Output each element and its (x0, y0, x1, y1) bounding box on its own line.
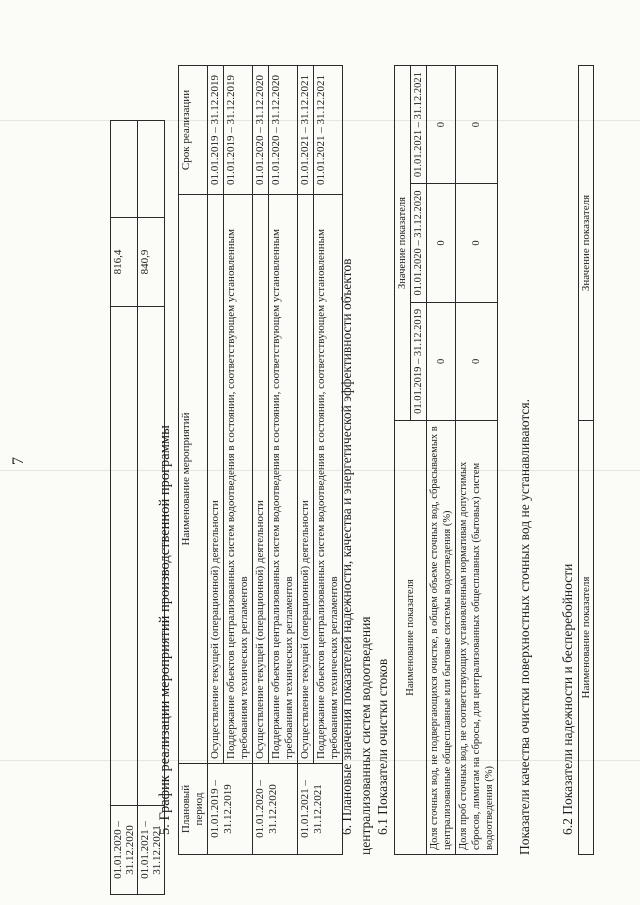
group-period: 01.01.2021 – 31.12.2021 (298, 764, 343, 855)
schedule-table (178, 65, 343, 855)
section6-heading-line1: 6. Плановые значения показателей надежности, качества и энергетической эффективности объектов (339, 258, 354, 835)
table-cell (111, 121, 138, 218)
header-period: 01.01.2020 – 31.12.2020 (411, 184, 427, 302)
task-name: Осуществление текущей (операционной) деятельности (253, 195, 269, 764)
task-term: 01.01.2020 – 31.12.2020 (253, 66, 269, 195)
indicators-table (394, 65, 498, 855)
table-row (427, 66, 456, 855)
indicator-value: 0 (456, 302, 498, 420)
table-row (456, 66, 498, 855)
task-name: Поддержание объектов централизованных систем водоотведения в состоянии, соответствующем установленным требованиям технических регламентов (224, 195, 253, 764)
header-period: 01.01.2021 – 31.12.2021 (411, 66, 427, 184)
header-term: Срок реализации (179, 66, 208, 195)
indicator-value: 0 (427, 302, 456, 420)
table-cell: 840,9 (138, 218, 165, 307)
indicator-value: 0 (427, 66, 456, 184)
table-cell: 816,4 (111, 218, 138, 307)
header-indicator-name: Наименование показателя (579, 421, 594, 855)
task-name: Поддержание объектов централизованных систем водоотведения в состоянии, соответствующем установленным требованиям технических регламентов (314, 195, 343, 764)
header-indicator-value: Значение показателя (579, 66, 594, 421)
page-number: 7 (10, 457, 27, 465)
indicator-name: Доля сточных вод, не подвергающихся очистке, в общем объеме сточных вод, сбрасываемых в централизованные общесплавные или бытовые системы водоотведения (%) (427, 421, 456, 855)
note-text: Показатели качества очистки поверхностных сточных вод не устанавливаются. (517, 399, 532, 855)
header-indicator-value: Значение показателя (395, 66, 411, 421)
task-name: Осуществление текущей (операционной) деятельности (298, 195, 314, 764)
indicator-value: 0 (456, 66, 498, 184)
table-row (208, 66, 224, 855)
table-row (253, 66, 269, 855)
reliability-table (578, 65, 594, 855)
group-period: 01.01.2019 – 31.12.2019 (208, 764, 253, 855)
task-term: 01.01.2021 – 31.12.2021 (298, 66, 314, 195)
header-period: 01.01.2019 – 31.12.2019 (411, 302, 427, 420)
section5-title: 5. График реализации мероприятий производственной программы (157, 425, 173, 835)
table-cell (111, 307, 138, 806)
section62-title: 6.2 Показатели надежности и бесперебойности (560, 563, 575, 835)
section6-heading-line2: централизованных систем водоотведения (358, 616, 373, 855)
table-row (298, 66, 314, 855)
task-term: 01.01.2020 – 31.12.2020 (269, 66, 298, 195)
table-row (224, 66, 253, 855)
table-cell: 01.01.2021 – 31.12.2021 (138, 806, 165, 895)
header-name: Наименование мероприятий (179, 195, 208, 764)
task-term: 01.01.2019 – 31.12.2019 (224, 66, 253, 195)
task-name: Поддержание объектов централизованных систем водоотведения в состоянии, соответствующем установленным требованиям технических регламентов (269, 195, 298, 764)
group-period: 01.01.2020 – 31.12.2020 (253, 764, 298, 855)
table-row (111, 121, 138, 895)
table-cell (138, 121, 165, 218)
header-period: Плановый период (179, 764, 208, 855)
task-name: Осуществление текущей (операционной) деятельности (208, 195, 224, 764)
task-term: 01.01.2019 – 31.12.2019 (208, 66, 224, 195)
table-row (269, 66, 298, 855)
table-cell: 01.01.2020 – 31.12.2020 (111, 806, 138, 895)
task-term: 01.01.2021 – 31.12.2021 (314, 66, 343, 195)
indicator-value: 0 (427, 184, 456, 302)
section61-title: 6.1 Показатели очистки стоков (375, 658, 390, 835)
header-indicator-name: Наименование показателя (395, 421, 427, 855)
table-header-row (395, 66, 411, 855)
table-header-row (579, 66, 594, 855)
table-header-row (179, 66, 208, 855)
indicator-name: Доля проб сточных вод, не соответствующих установленным нормативам допустимых сбросов, лимитам на сбросы, для централизованных общесплавных (бытовых) систем водоотведения (%) (456, 421, 498, 855)
indicator-value: 0 (456, 184, 498, 302)
